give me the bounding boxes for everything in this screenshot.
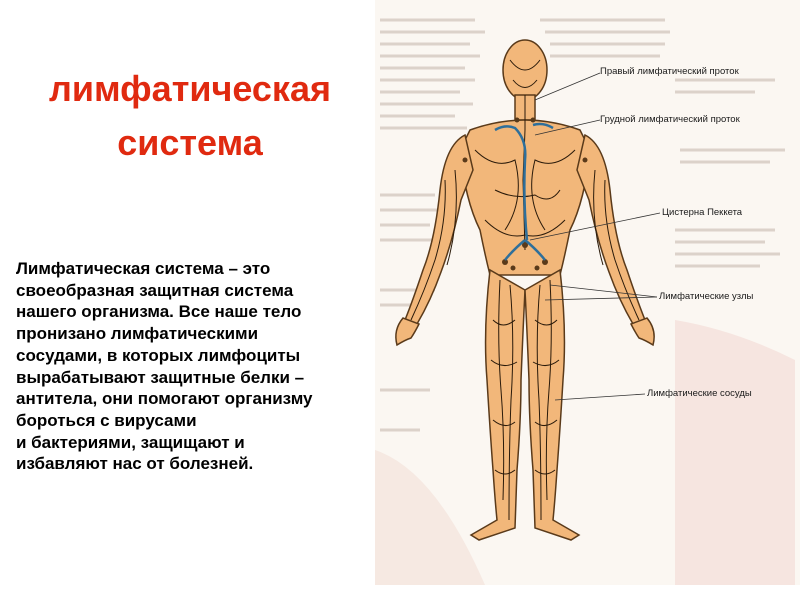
description-line: пронизано лимфатическими (16, 324, 259, 344)
description-line: нашего организма. Все наше тело (16, 302, 302, 322)
faded-background-shape (675, 320, 795, 585)
label-cisterna: Цистерна Пеккета (662, 207, 743, 218)
description-line: избавляют нас от болезней. (16, 454, 254, 474)
lymphatic-system-illustration (375, 0, 800, 585)
description-text (16, 258, 376, 475)
description-line: сосудами, в которых лимфоциты (16, 345, 301, 365)
description-line: своеобразная защитная система (16, 280, 294, 300)
title-line-1: лимфатическая (49, 68, 331, 109)
label-thoracic-duct: Грудной лимфатический проток (600, 114, 740, 125)
slide-title (0, 62, 380, 170)
label-lymph-nodes: Лимфатические узлы (659, 291, 754, 302)
description-line: антитела, они помогают организму (16, 389, 313, 409)
label-right-lymphatic-duct: Правый лимфатический проток (600, 66, 739, 77)
description-line: и бактериями, защищают и (16, 432, 245, 452)
description-line: бороться с вирусами (16, 410, 197, 430)
label-lymph-vessels: Лимфатические сосуды (647, 388, 752, 399)
description-line: Лимфатическая система – это (16, 259, 271, 278)
description-line: вырабатывают защитные белки – (16, 367, 305, 387)
title-line-2: система (117, 122, 263, 163)
